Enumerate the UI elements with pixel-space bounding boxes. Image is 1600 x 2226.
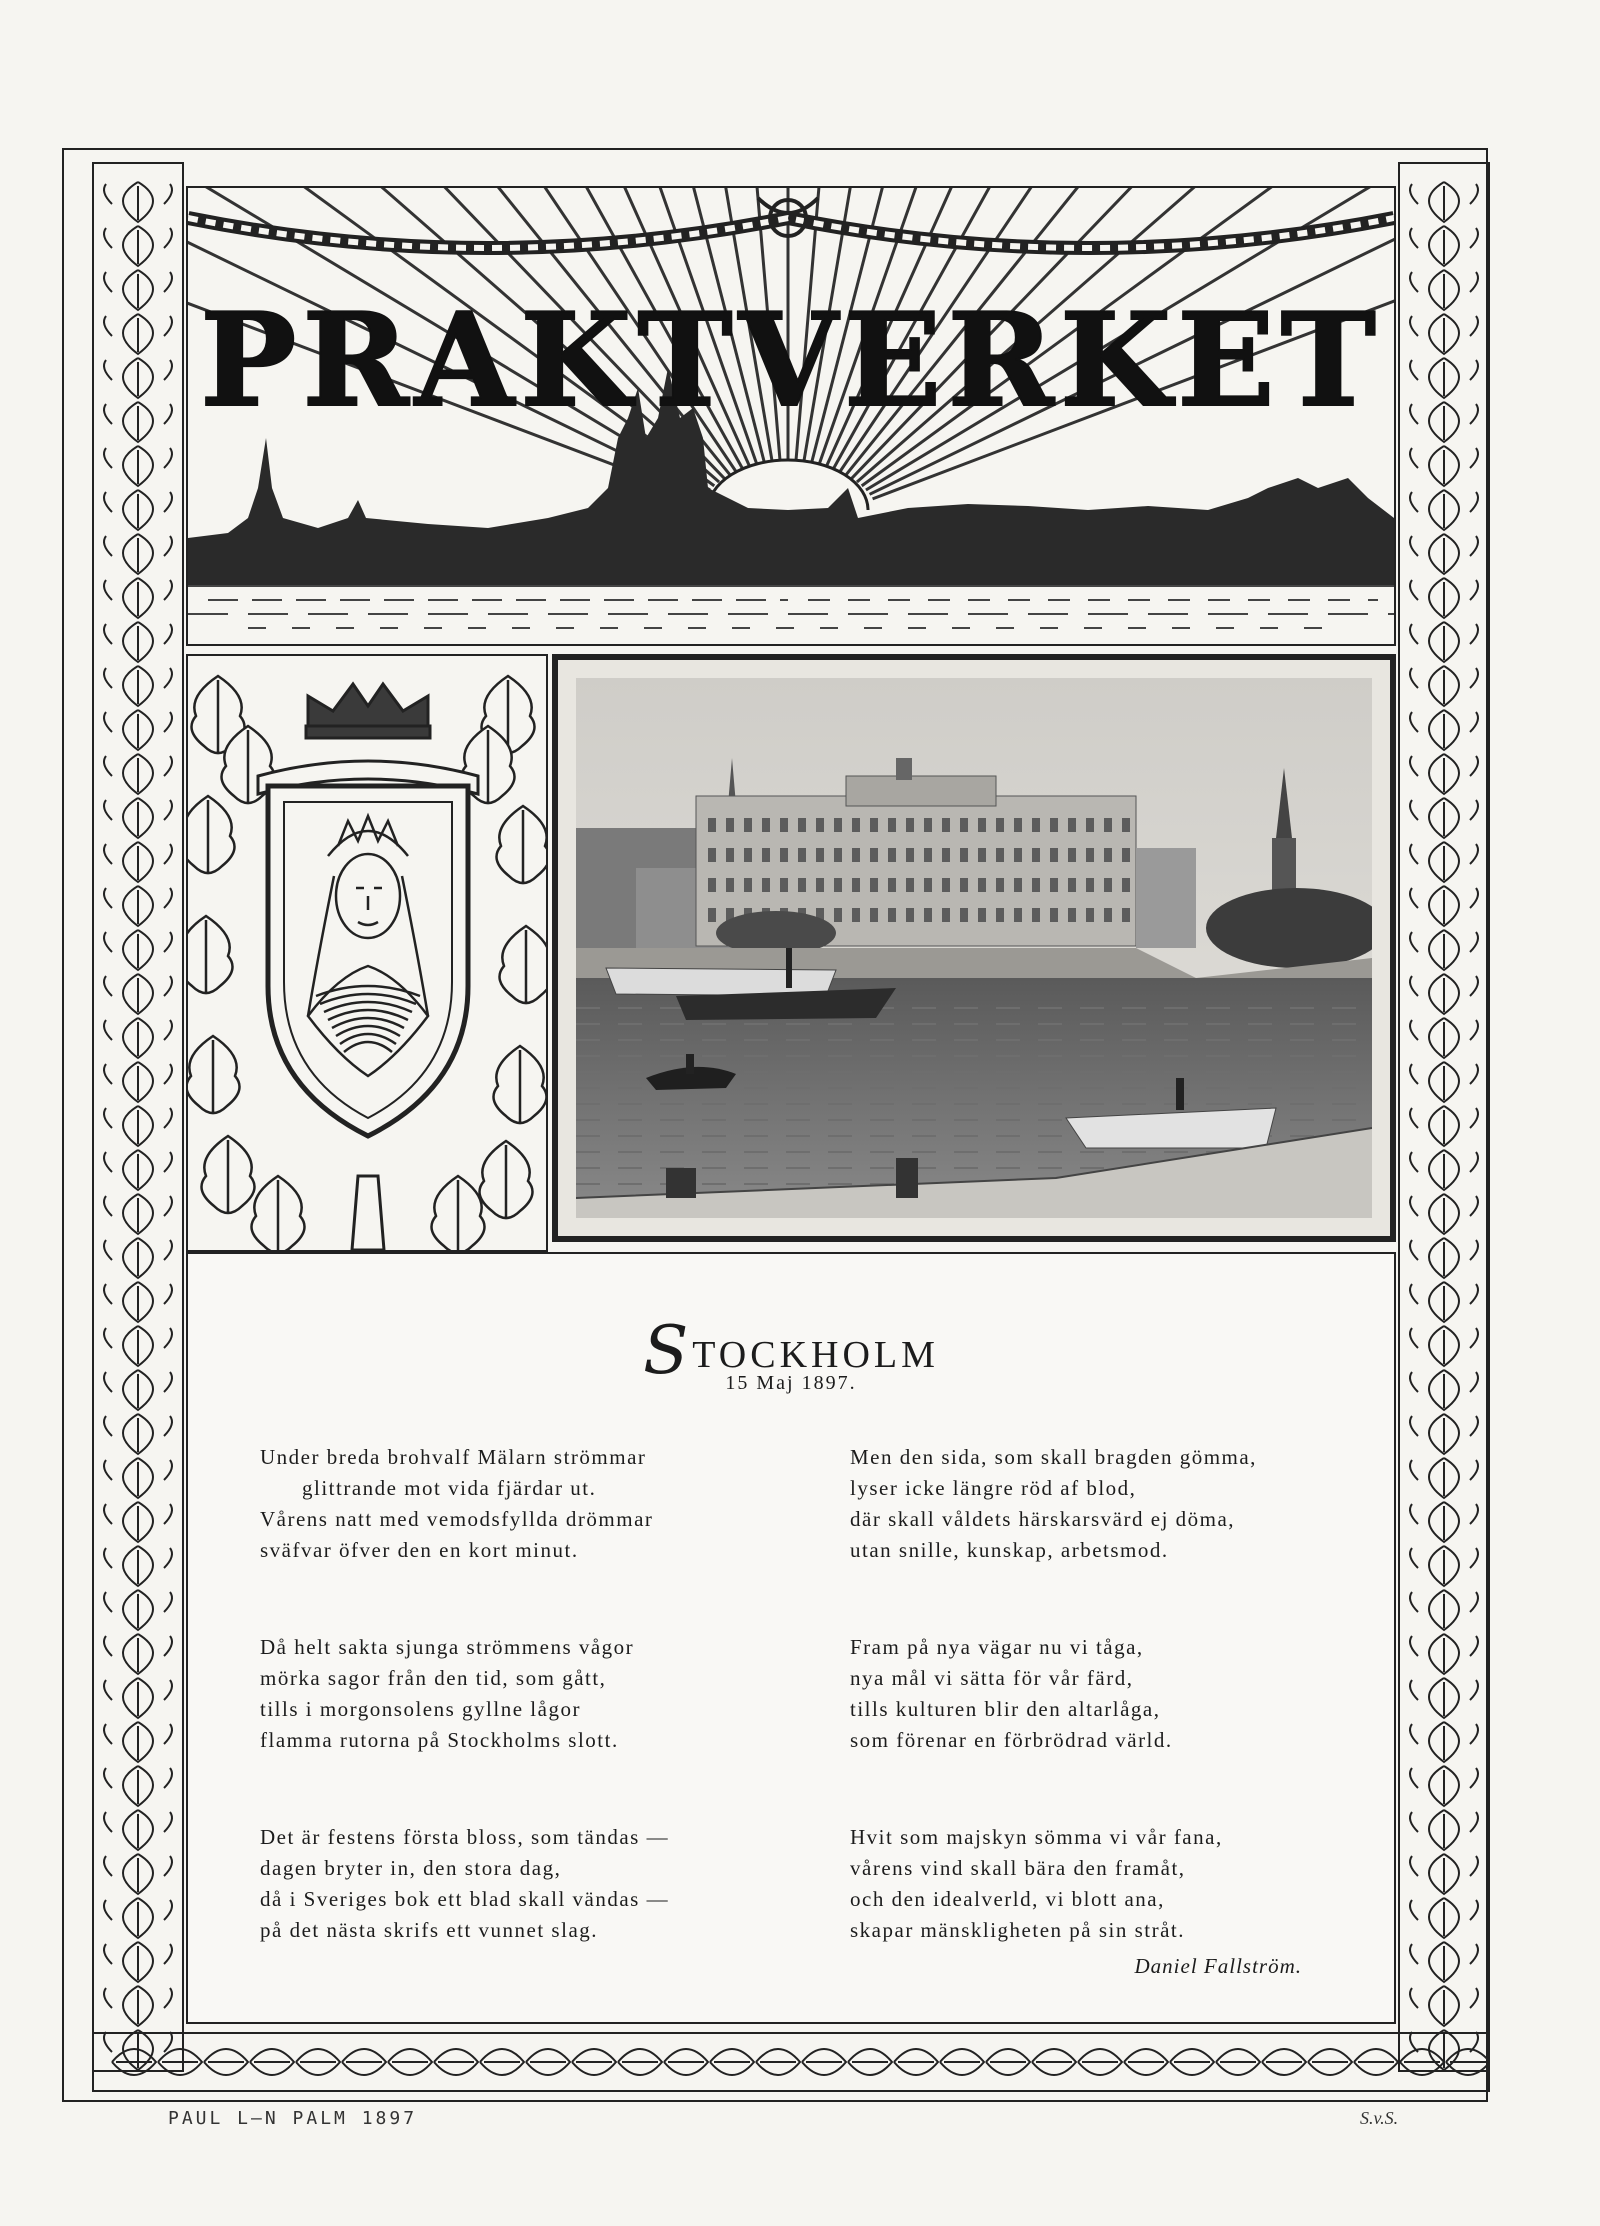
masthead-title: PRAKTVERKET	[200, 286, 1382, 436]
coat-of-arms-panel	[186, 654, 548, 1252]
poem-line: dagen bryter in, den stora dag,	[260, 1856, 562, 1880]
poem-line: Under breda brohvalf Mälarn strömmar	[260, 1445, 647, 1469]
poem-line: sväfvar öfver den en kort minut.	[260, 1538, 579, 1562]
poem-date: 15 Maj 1897.	[725, 1372, 857, 1394]
poem-line: vårens vind skall bära den framåt,	[850, 1856, 1186, 1880]
poem-line: på det nästa skrifs ett vunnet slag.	[260, 1918, 599, 1942]
poem-line: flamma rutorna på Stockholms slott.	[260, 1728, 619, 1752]
palace-photo-illustration	[576, 678, 1372, 1218]
poem-line: skapar mänskligheten på sin stråt.	[850, 1918, 1186, 1942]
artist-credit: PAUL L—N PALM 1897	[168, 2108, 418, 2129]
crown-icon	[306, 684, 430, 738]
poem-stanza	[260, 1632, 740, 1756]
poem-line: lyser icke längre röd af blod,	[850, 1476, 1137, 1500]
poem-line: som förenar en förbrödrad värld.	[850, 1728, 1173, 1752]
coat-of-arms-illustration	[188, 656, 546, 1250]
author-signature: Daniel Fallström.	[1134, 1954, 1302, 1978]
poem-line: då i Sveriges bok ett blad skall vändas —	[260, 1887, 670, 1911]
poem-line: tills kulturen blir den altarlåga,	[850, 1697, 1161, 1721]
poem-column-right	[850, 1442, 1330, 2012]
poem-line: utan snille, kunskap, arbetsmod.	[850, 1538, 1169, 1562]
poem-panel	[186, 1252, 1396, 2024]
poem-line: nya mål vi sätta för vår färd,	[850, 1666, 1134, 1690]
poem-line: Då helt sakta sjunga strömmens vågor	[260, 1635, 635, 1659]
poem-line: mörka sagor från den tid, som gått,	[260, 1666, 607, 1690]
poem-title-initial: S	[643, 1312, 693, 1389]
garland-border-left	[92, 162, 184, 2072]
poem-line: Hvit som majskyn sömma vi vår fana,	[850, 1825, 1223, 1849]
poem-stanza	[260, 1442, 740, 1566]
poem-line: där skall våldets härskarsvärd ej döma,	[850, 1507, 1236, 1531]
poem-line: tills i morgonsolens gyllne lågor	[260, 1697, 581, 1721]
poem-title-rest: TOCKHOLM	[692, 1334, 939, 1376]
poem-line: och den idealverld, vi blott ana,	[850, 1887, 1165, 1911]
poem-line: Men den sida, som skall bragden gömma,	[850, 1445, 1257, 1469]
poem-line: Vårens natt med vemodsfyllda drömmar	[260, 1507, 654, 1531]
poem-stanza	[850, 1442, 1330, 1566]
garland-border-right	[1398, 162, 1490, 2072]
poem-line: Fram på nya vägar nu vi tåga,	[850, 1635, 1144, 1659]
poem-stanza	[260, 1822, 740, 1946]
poem-line: Det är festens första bloss, som tändas —	[260, 1825, 670, 1849]
royal-palace-photograph	[552, 654, 1396, 1242]
garland-border-bottom	[92, 2032, 1490, 2092]
poem-column-left	[260, 1442, 740, 2012]
poem-line: glittrande mot vida fjärdar ut.	[302, 1476, 597, 1500]
masthead-banner	[186, 186, 1396, 646]
poem-stanza	[850, 1632, 1330, 1756]
artist-monogram: S.v.S.	[1360, 2108, 1399, 2128]
poem-stanza	[850, 1822, 1330, 1946]
